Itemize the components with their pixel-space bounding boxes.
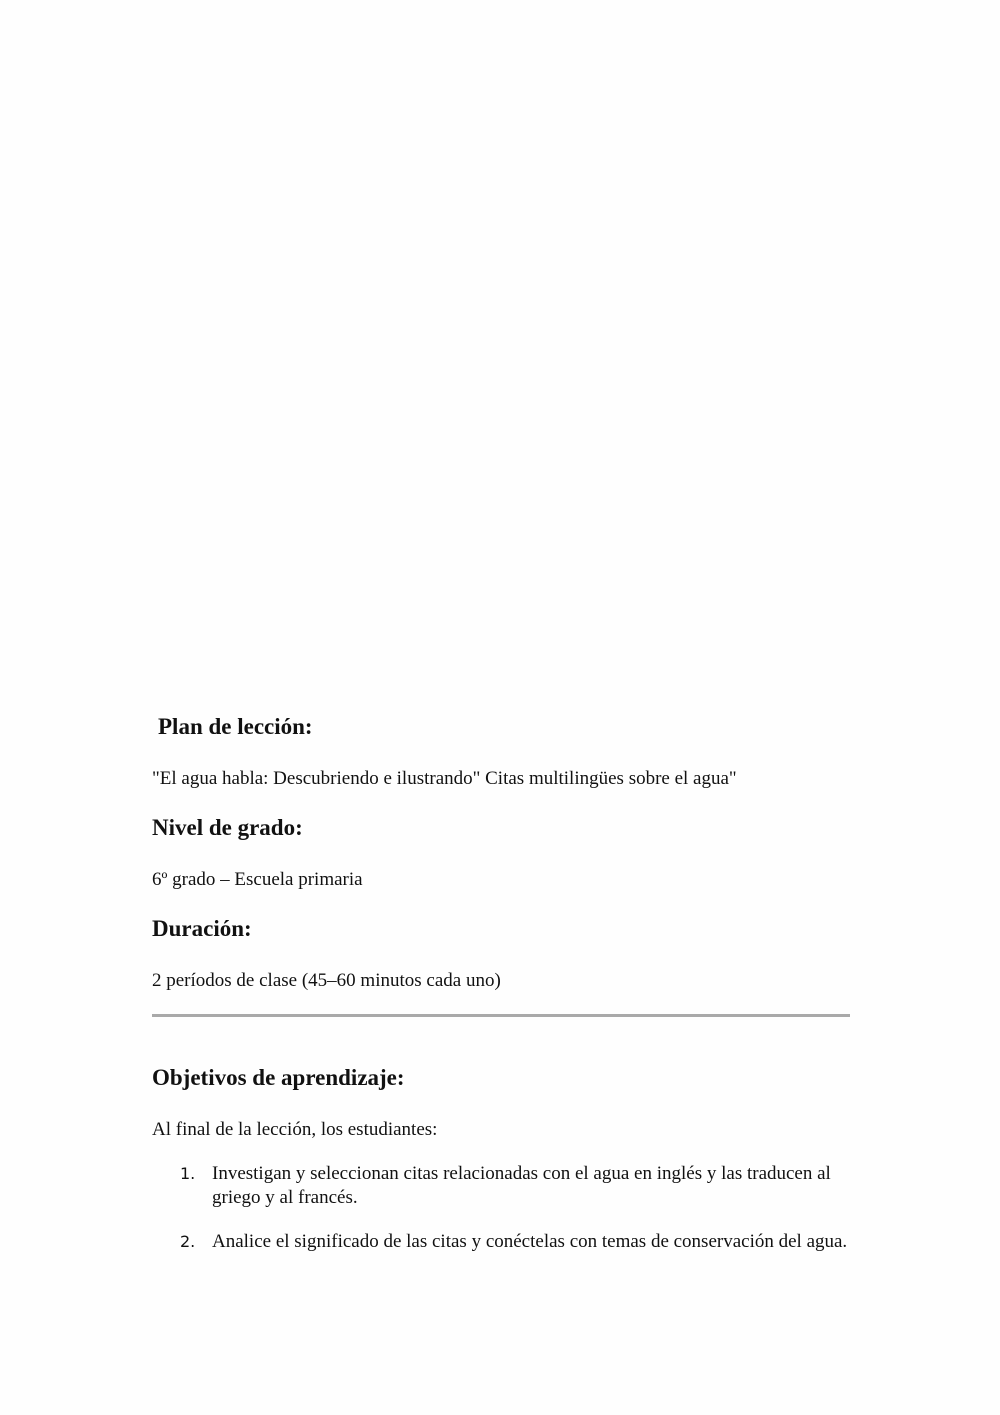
section-divider (152, 1014, 850, 1017)
plan-title: "El agua habla: Descubriendo e ilustrando" Citas multilingües sobre el agua" (152, 768, 737, 789)
list-item-text: Investigan y seleccionan citas relacionadas con el agua en inglés y las traducen al griego y al francés. (212, 1163, 831, 1208)
grade-value: 6º grado – Escuela primaria (152, 869, 363, 890)
duration-value: 2 períodos de clase (45–60 minutos cada uno) (152, 970, 501, 991)
list-item (152, 1162, 850, 1210)
objectives-list (152, 1162, 850, 1254)
objectives-intro: Al final de la lección, los estudiantes: (152, 1119, 438, 1140)
document-content (152, 712, 850, 1274)
list-item-number: 2. (180, 1232, 196, 1251)
list-item-text: Analice el significado de las citas y conéctelas con temas de conservación del agua. (212, 1231, 848, 1252)
objectives-heading: Objetivos de aprendizaje: (152, 1065, 405, 1090)
list-item (152, 1230, 850, 1254)
duration-heading: Duración: (152, 916, 252, 941)
list-item-number: 1. (180, 1164, 196, 1183)
plan-heading: Plan de lección: (158, 714, 313, 739)
grade-heading: Nivel de grado: (152, 815, 303, 840)
